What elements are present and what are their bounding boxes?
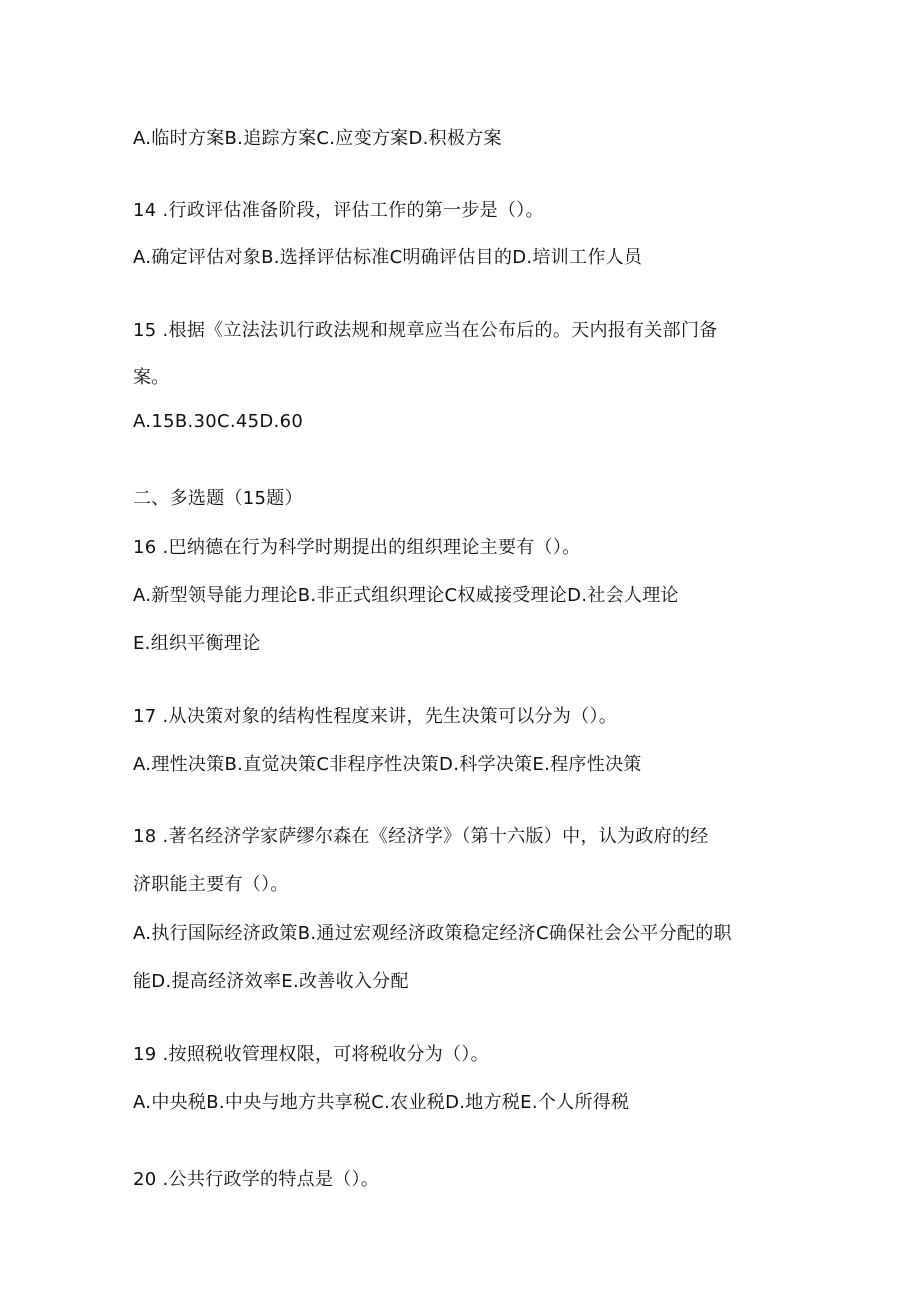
- q14-options: A.确定评估对象B.选择评估标准C明确评估目的D.培训工作人员: [133, 247, 643, 268]
- q15-question-cont: 案。: [133, 367, 170, 388]
- section-heading: 二、多选题（15题）: [133, 488, 303, 509]
- q16-question: 16 .巴纳德在行为科学时期提出的组织理论主要有（）。: [133, 537, 581, 558]
- q18-question-cont: 济职能主要有（）。: [133, 874, 289, 895]
- q19-options: A.中央税B.中央与地方共享税C.农业税D.地方税E.个人所得税: [133, 1092, 630, 1113]
- q17-options: A.理性决策B.直觉决策C非程序性决策D.科学决策E.程序性决策: [133, 754, 642, 775]
- q14-question: 14 .行政评估准备阶段，评估工作的第一步是（）。: [133, 200, 544, 221]
- q15-question: 15 .根据《立法法讥行政法规和规章应当在公布后的。天内报有关部门备: [133, 320, 718, 341]
- q16-options-cont: E.组织平衡理论: [133, 633, 261, 654]
- q18-options: A.执行国际经济政策B.通过宏观经济政策稳定经济C确保社会公平分配的职: [133, 923, 732, 944]
- q18-options-cont: 能D.提高经济效率E.改善收入分配: [133, 971, 409, 992]
- q16-options: A.新型领导能力理论B.非正式组织理论C权威接受理论D.社会人理论: [133, 585, 679, 606]
- q20-question: 20 .公共行政学的特点是（）。: [133, 1169, 380, 1190]
- q17-question: 17 .从决策对象的结构性程度来讲，先生决策可以分为（）。: [133, 706, 618, 727]
- q13-options: A.临时方案B.追踪方案C.应变方案D.积极方案: [133, 128, 502, 149]
- q19-question: 19 .按照税收管理权限，可将税收分为（）。: [133, 1044, 489, 1065]
- q15-options: A.15B.30C.45D.60: [133, 411, 304, 432]
- q18-question: 18 .著名经济学家萨缪尔森在《经济学》（第十六版）中，认为政府的经: [133, 826, 709, 847]
